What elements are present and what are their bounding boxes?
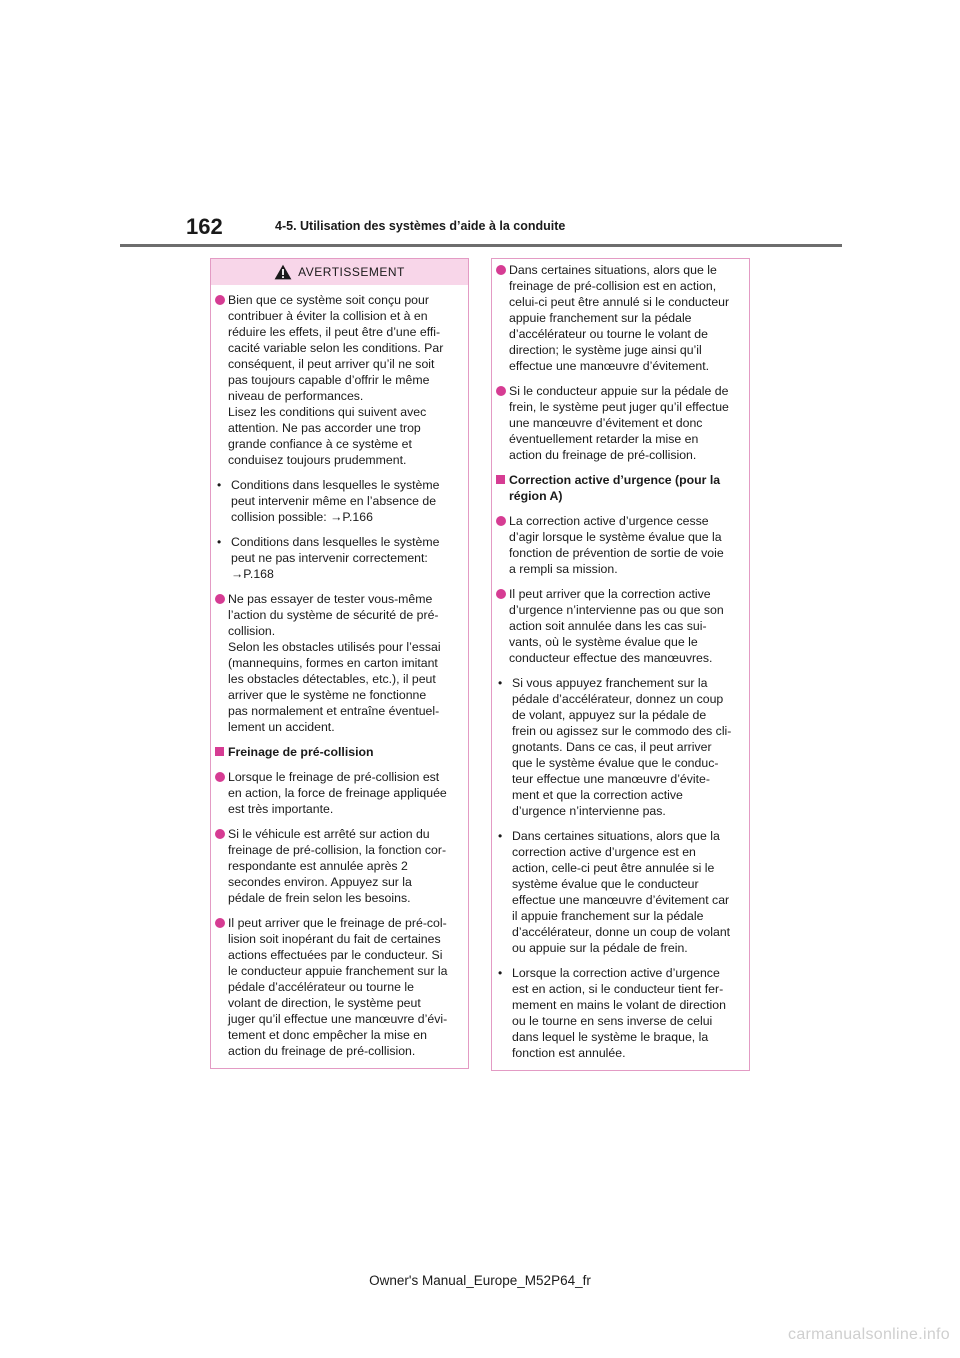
warning-box-left	[210, 258, 469, 1069]
item-text: Il peut arriver que le freinage de pré-col- lision soit inopérant du fait de certaines actions effectuées par le conducteur. Si le conducteur appuie franchement sur la pédale d’accélérateur ou tourne le volant de direction, le système peut juger qu’il effectue une manœuvre d’évi- tement et donc empêcher la mise en action du freinage de pré-collision.	[228, 916, 448, 1058]
list-item	[211, 534, 464, 582]
list-item	[492, 383, 745, 463]
section-title: 4-5. Utilisation des systèmes d’aide à la conduite	[275, 219, 566, 233]
item-text: Lorsque le freinage de pré-collision est en action, la force de freinage appliquée est très importante.	[228, 770, 447, 816]
list-item	[492, 513, 745, 577]
bullet-dot-icon	[215, 594, 225, 604]
item-text: Si vous appuyez franchement sur la pédale d’accélérateur, donnez un coup de volant, appuyez sur la pédale de frein ou agissez sur le commodo des cli- gnotants. Dans ce cas, il peut arriver que le système évalue que le conduc- teur effectue une manœuvre d’évite- ment et que la correction active d’urgence n’intervienne pas.	[512, 676, 732, 818]
list-item	[211, 744, 464, 760]
item-text: Lorsque la correction active d’urgence est en action, si le conducteur tient fer- mement en mains le volant de direction ou le tourne en sens inverse de celui dans lequel le système le braque, la fonction est annulée.	[512, 966, 726, 1060]
list-item	[492, 586, 745, 666]
bullet-dot-icon	[496, 386, 506, 396]
bullet-point-icon: •	[498, 676, 503, 690]
item-text: Dans certaines situations, alors que la correction active d’urgence est en action, celle-ci peut être annulée si le système évalue que le conducteur effectue une manœuvre d’évitement car il appuie franchement sur la pédale d’accélérateur, donne un coup de volant ou appuie sur la pédale de frein.	[512, 829, 731, 955]
page-number: 162	[186, 214, 223, 239]
list-item	[492, 828, 745, 956]
item-text: Il peut arriver que la correction active d’urgence n’intervienne pas ou que son action soit annulée dans les cas sui- vants, où le système évalue que le conducteur effectue des manœuvres.	[509, 587, 724, 665]
bullet-point-icon: •	[498, 966, 503, 980]
item-text: Dans certaines situations, alors que le freinage de pré-collision est en action, celui-ci peut être annulé si le conducteur appuie franchement sur la pédale d’accélérateur ou tourne le volant de direction; le système juge ainsi qu’il effectue une manœuvre d’évitement.	[509, 263, 730, 373]
list-item	[492, 262, 745, 374]
header-divider	[120, 244, 842, 247]
list-item	[211, 591, 464, 735]
section-square-icon	[215, 747, 224, 756]
bullet-dot-icon	[496, 589, 506, 599]
bullet-dot-icon	[215, 918, 225, 928]
watermark: carmanualsonline.info	[788, 1326, 950, 1343]
list-item	[211, 915, 464, 1059]
list-item	[492, 675, 745, 819]
bullet-point-icon: •	[498, 829, 503, 843]
warning-title: AVERTISSEMENT	[298, 265, 405, 279]
bullet-dot-icon	[496, 265, 506, 275]
footer-manual-name: Owner's Manual_Europe_M52P64_fr	[369, 1273, 591, 1288]
item-text: Bien que ce système soit conçu pour contribuer à éviter la collision et à en réduire les effets, il peut être d’une effi- cacité variable selon les conditions. Par conséquent, il peut arriver qu’il ne soit pas toujours capable d’offrir le même niveau de performances. Lisez les conditions qui suivent avec attention. Ne pas accorder une trop grande confiance à ce système et conduisez toujours prudemment.	[228, 293, 444, 467]
item-text: Correction active d’urgence (pour la région A)	[509, 473, 721, 503]
list-item	[211, 292, 464, 468]
item-text: Freinage de pré-collision	[228, 745, 374, 759]
list-item	[211, 477, 464, 525]
item-text: Conditions dans lesquelles le système peut intervenir même en l’absence de collision possible: →P.166	[231, 478, 440, 524]
right-item-list	[492, 262, 749, 1061]
warning-header	[211, 259, 468, 285]
item-text: Conditions dans lesquelles le système peut ne pas intervenir correctement: →P.168	[231, 535, 440, 581]
list-item	[492, 472, 745, 504]
list-item	[492, 965, 745, 1061]
bullet-dot-icon	[496, 516, 506, 526]
item-text: Si le véhicule est arrêté sur action du freinage de pré-collision, la fonction cor- respondante est annulée après 2 secondes environ. Appuyez sur la pédale de frein selon les besoins.	[228, 827, 447, 905]
warning-box-right	[491, 258, 750, 1071]
item-text: Ne pas essayer de tester vous-même l’action du système de sécurité de pré- collision. Selon les obstacles utilisés pour l’essai (mannequins, formes en carton imitant les obstacles détectables, etc.), il peut arriver que le système ne fonctionne pas normalement et entraîne éventuel- lement un accident.	[228, 592, 441, 734]
left-item-list	[211, 292, 468, 1059]
bullet-dot-icon	[215, 772, 225, 782]
bullet-dot-icon	[215, 829, 225, 839]
bullet-point-icon: •	[217, 535, 222, 549]
item-text: Si le conducteur appuie sur la pédale de frein, le système peut juger qu’il effectue une manœuvre d’évitement et donc éventuellement retarder la mise en action du freinage de pré-collision.	[509, 384, 729, 462]
list-item	[211, 826, 464, 906]
section-square-icon	[496, 475, 505, 484]
list-item	[211, 769, 464, 817]
item-text: La correction active d’urgence cesse d’agir lorsque le système évalue que la fonction de prévention de sortie de voie a rempli sa mission.	[509, 514, 724, 576]
bullet-dot-icon	[215, 295, 225, 305]
bullet-point-icon: •	[217, 478, 222, 492]
warning-triangle-icon	[274, 264, 292, 280]
